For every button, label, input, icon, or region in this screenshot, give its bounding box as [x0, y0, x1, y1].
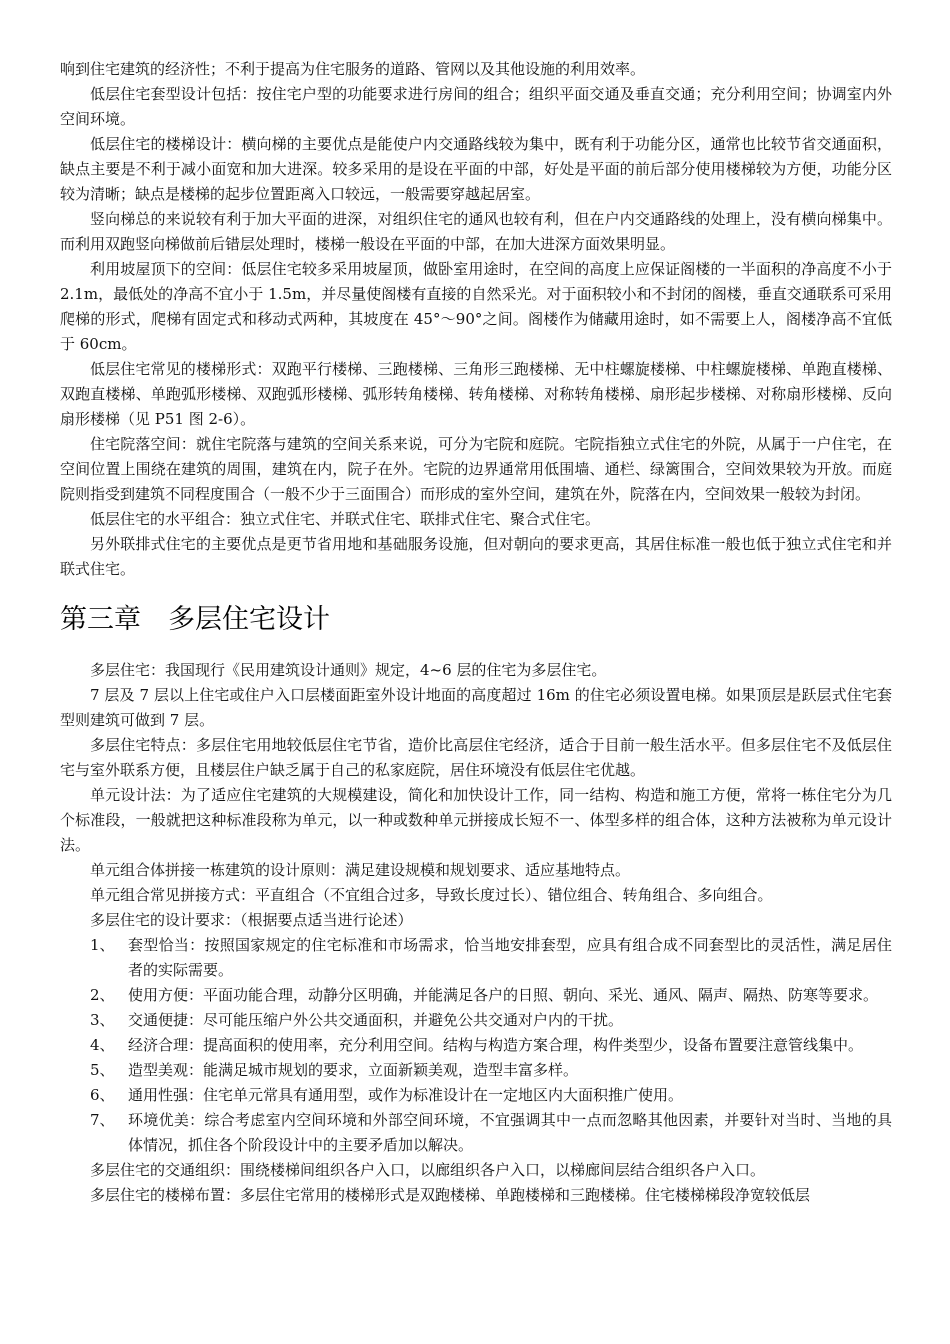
paragraph: 低层住宅套型设计包括：按住宅户型的功能要求进行房间的组合；组织平面交通及垂直交通；充分利用空间；协调室内外空间环境。: [60, 85, 892, 128]
list-item-number: 7、: [90, 1111, 115, 1129]
list-item-number: 6、: [90, 1086, 115, 1104]
paragraph: 单元设计法：为了适应住宅建筑的大规模建设，简化和加快设计工作，同一结构、构造和施工方便，常将一栋住宅分为几个标准段，一般就把这种标准段称为单元，以一种或数种单元拼接成长短不一、体型多样的组合体，这种方法被称为单元设计法。: [60, 786, 892, 854]
paragraph: 多层住宅的楼梯布置：多层住宅常用的楼梯形式是双跑楼梯、单跑楼梯和三跑楼梯。住宅楼梯梯段净宽较低层: [90, 1186, 811, 1204]
list-item-text: 通用性强：住宅单元常具有通用型，或作为标准设计在一定地区内大面积推广使用。: [128, 1086, 684, 1104]
paragraph: 多层住宅特点：多层住宅用地较低层住宅节省，造价比高层住宅经济，适合于目前一般生活水平。但多层住宅不及低层住宅与室外联系方便，且楼层住户缺乏属于自己的私家庭院，居住环境没有低层住宅优越。: [60, 736, 892, 779]
paragraph: 单元组合常见拼接方式：平直组合（不宜组合过多，导致长度过长）、错位组合、转角组合、多向组合。: [90, 886, 773, 904]
chapter-title: 第三章 多层住宅设计: [60, 604, 330, 635]
document-page: [60, 57, 892, 1208]
list-item-number: 3、: [90, 1011, 115, 1029]
paragraph: 利用坡屋顶下的空间：低层住宅较多采用坡屋顶，做卧室用途时，在空间的高度上应保证阁楼的一半面积的净高度不小于 2.1m，最低处的净高不宜小于 1.5m，并尽量使阁楼有直接的自然采光。对于面积较小和不封闭的阁楼，垂直交通联系可采用爬梯的形式，爬梯有固定式和移动式两种，其坡度在 45°～90°之间。阁楼作为储藏用途时，如不需要上人，阁楼净高不宜低于 60cm。: [60, 260, 892, 353]
paragraph: 多层住宅：我国现行《民用建筑设计通则》规定，4~6 层的住宅为多层住宅。: [90, 661, 607, 679]
list-item: [60, 1033, 892, 1058]
list-item-text: 造型美观：能满足城市规划的要求，立面新颖美观，造型丰富多样。: [128, 1061, 579, 1079]
list-item: [60, 933, 892, 983]
list-item-number: 1、: [90, 936, 115, 954]
list-item-number: 5、: [90, 1061, 115, 1079]
list-item-text: 经济合理：提高面积的使用率，充分利用空间。结构与构造方案合理，构件类型少，设备布置要注意管线集中。: [128, 1036, 864, 1054]
paragraph: 低层住宅常见的楼梯形式：双跑平行楼梯、三跑楼梯、三角形三跑楼梯、无中柱螺旋楼梯、中柱螺旋楼梯、单跑直楼梯、双跑直楼梯、单跑弧形楼梯、双跑弧形楼梯、弧形转角楼梯、转角楼梯、对称转角楼梯、扇形起步楼梯、对称扇形楼梯、反向扇形楼梯（见 P51 图 2-6）。: [60, 360, 892, 428]
list-item: [60, 1058, 892, 1083]
paragraph: 7 层及 7 层以上住宅或住户入口层楼面距室外设计地面的高度超过 16m 的住宅必须设置电梯。如果顶层是跃层式住宅套型则建筑可做到 7 层。: [60, 686, 892, 729]
paragraph: 低层住宅的水平组合：独立式住宅、并联式住宅、联排式住宅、聚合式住宅。: [90, 510, 601, 528]
list-item-text: 交通便捷：尽可能压缩户外公共交通面积，并避免公共交通对户内的干扰。: [128, 1011, 624, 1029]
list-item: [60, 1083, 892, 1108]
list-item: [60, 1108, 892, 1158]
paragraph: 响到住宅建筑的经济性；不利于提高为住宅服务的道路、管网以及其他设施的利用效率。: [60, 60, 646, 78]
paragraph: 单元组合体拼接一栋建筑的设计原则：满足建设规模和规划要求、适应基地特点。: [90, 861, 631, 879]
list-item: [60, 983, 892, 1008]
list-item: [60, 1008, 892, 1033]
paragraph: 住宅院落空间：就住宅院落与建筑的空间关系来说，可分为宅院和庭院。宅院指独立式住宅的外院，从属于一户住宅，在空间位置上围绕在建筑的周围，建筑在内，院子在外。宅院的边界通常用低围墙、通栏、绿篱围合，空间效果较为开放。而庭院则指受到建筑不同程度围合（一般不少于三面围合）而形成的室外空间，建筑在外，院落在内，空间效果一般较为封闭。: [60, 435, 892, 503]
paragraph: 多层住宅的交通组织：围绕楼梯间组织各户入口，以廊组织各户入口，以梯廊间层结合组织各户入口。: [90, 1161, 766, 1179]
paragraph: 竖向梯总的来说较有利于加大平面的进深，对组织住宅的通风也较有利，但在户内交通路线的处理上，没有横向梯集中。而利用双跑竖向梯做前后错层处理时，楼梯一般设在平面的中部，在加大进深方面效果明显。: [60, 210, 892, 253]
paragraph: 另外联排式住宅的主要优点是更节省用地和基础服务设施，但对朝向的要求更高，其居住标准一般也低于独立式住宅和并联式住宅。: [60, 535, 892, 578]
list-item-text: 环境优美：综合考虑室内空间环境和外部空间环境，不宜强调其中一点而忽略其他因素，并要针对当时、当地的具体情况，抓住各个阶段设计中的主要矛盾加以解决。: [128, 1111, 892, 1154]
list-item-number: 2、: [90, 986, 115, 1004]
list-item-text: 使用方便：平面功能合理，动静分区明确，并能满足各户的日照、朝向、采光、通风、隔声、隔热、防寒等要求。: [128, 986, 879, 1004]
paragraph: 低层住宅的楼梯设计：横向梯的主要优点是能使户内交通路线较为集中，既有利于功能分区，通常也比较节省交通面积，缺点主要是不利于减小面宽和加大进深。较多采用的是设在平面的中部，好处是平面的前后部分使用楼梯较为方便，功能分区较为清晰；缺点是楼梯的起步位置距离入口较远，一般需要穿越起居室。: [60, 135, 892, 203]
list-item-number: 4、: [90, 1036, 115, 1054]
paragraph: 多层住宅的设计要求：（根据要点适当进行论述）: [90, 911, 413, 929]
list-item-text: 套型恰当：按照国家规定的住宅标准和市场需求，恰当地安排套型，应具有组合成不同套型比的灵活性，满足居住者的实际需要。: [128, 936, 892, 979]
